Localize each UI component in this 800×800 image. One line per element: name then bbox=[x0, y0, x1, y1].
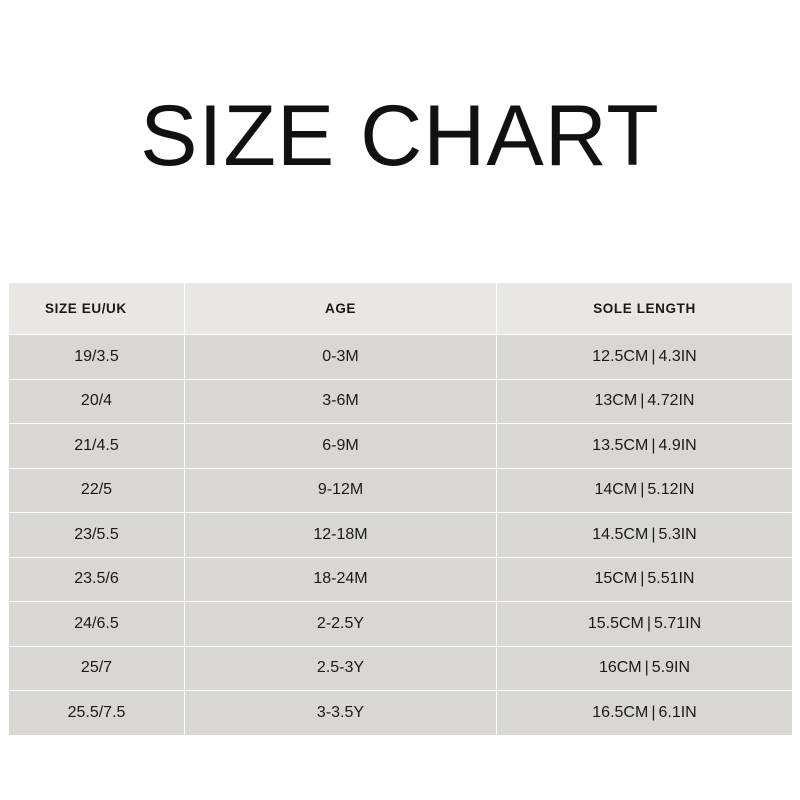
column-header-size: SIZE EU/UK bbox=[9, 283, 185, 335]
cell-sole-length bbox=[497, 646, 793, 691]
column-header-age: AGE bbox=[185, 283, 497, 335]
sole-length-in: 5.9IN bbox=[651, 659, 691, 677]
size-chart-table-container bbox=[8, 283, 792, 735]
cell-size: 23.5/6 bbox=[9, 557, 185, 602]
cell-size: 21/4.5 bbox=[9, 424, 185, 469]
sole-length-separator: | bbox=[651, 436, 656, 454]
cell-age: 3-6M bbox=[185, 379, 497, 424]
cell-age: 18-24M bbox=[185, 557, 497, 602]
table-row bbox=[9, 513, 793, 558]
table-row bbox=[9, 602, 793, 647]
cell-size: 20/4 bbox=[9, 379, 185, 424]
sole-length-in: 5.12IN bbox=[647, 481, 695, 499]
sole-length-in: 5.71IN bbox=[654, 614, 702, 632]
cell-size: 23/5.5 bbox=[9, 513, 185, 558]
sole-length-cm: 15.5CM bbox=[587, 614, 644, 632]
size-chart-table bbox=[8, 283, 793, 735]
table-row bbox=[9, 646, 793, 691]
sole-length-in: 4.3IN bbox=[658, 347, 697, 365]
sole-length-cm: 13CM bbox=[594, 392, 638, 410]
table-header-row bbox=[9, 283, 793, 335]
cell-sole-length bbox=[497, 557, 793, 602]
sole-length-cm: 15CM bbox=[594, 570, 638, 588]
cell-age: 0-3M bbox=[185, 335, 497, 380]
table-row bbox=[9, 468, 793, 513]
table-row bbox=[9, 335, 793, 380]
cell-size: 25.5/7.5 bbox=[9, 691, 185, 735]
cell-sole-length bbox=[497, 468, 793, 513]
sole-length-cm: 13.5CM bbox=[592, 436, 649, 454]
table-row bbox=[9, 557, 793, 602]
cell-age: 12-18M bbox=[185, 513, 497, 558]
cell-size: 19/3.5 bbox=[9, 335, 185, 380]
table-body bbox=[9, 335, 793, 735]
sole-length-cm: 14CM bbox=[594, 481, 638, 499]
sole-length-cm: 16.5CM bbox=[592, 703, 649, 721]
sole-length-in: 6.1IN bbox=[658, 703, 697, 721]
sole-length-in: 5.3IN bbox=[658, 525, 697, 543]
cell-age: 9-12M bbox=[185, 468, 497, 513]
cell-sole-length bbox=[497, 513, 793, 558]
table-row bbox=[9, 424, 793, 469]
sole-length-separator: | bbox=[644, 659, 649, 677]
cell-age: 2.5-3Y bbox=[185, 646, 497, 691]
cell-age: 3-3.5Y bbox=[185, 691, 497, 735]
table-row bbox=[9, 379, 793, 424]
cell-sole-length bbox=[497, 424, 793, 469]
cell-age: 6-9M bbox=[185, 424, 497, 469]
table-header bbox=[9, 283, 793, 335]
sole-length-separator: | bbox=[640, 392, 645, 410]
table-row bbox=[9, 691, 793, 735]
cell-sole-length bbox=[497, 602, 793, 647]
sole-length-cm: 12.5CM bbox=[592, 347, 649, 365]
sole-length-cm: 16CM bbox=[598, 659, 642, 677]
sole-length-separator: | bbox=[651, 703, 656, 721]
cell-sole-length bbox=[497, 691, 793, 735]
sole-length-separator: | bbox=[646, 614, 652, 632]
sole-length-in: 5.51IN bbox=[647, 570, 695, 588]
cell-sole-length bbox=[497, 379, 793, 424]
sole-length-separator: | bbox=[651, 347, 656, 365]
cell-size: 24/6.5 bbox=[9, 602, 185, 647]
sole-length-separator: | bbox=[640, 570, 645, 588]
cell-sole-length bbox=[497, 335, 793, 380]
sole-length-separator: | bbox=[640, 481, 645, 499]
cell-size: 25/7 bbox=[9, 646, 185, 691]
column-header-sole-length: SOLE LENGTH bbox=[497, 283, 793, 335]
sole-length-in: 4.72IN bbox=[647, 392, 695, 410]
sole-length-cm: 14.5CM bbox=[592, 525, 649, 543]
cell-size: 22/5 bbox=[9, 468, 185, 513]
page-title: SIZE CHART bbox=[140, 88, 660, 184]
sole-length-separator: | bbox=[651, 525, 656, 543]
cell-age: 2-2.5Y bbox=[185, 602, 497, 647]
sole-length-in: 4.9IN bbox=[658, 436, 697, 454]
